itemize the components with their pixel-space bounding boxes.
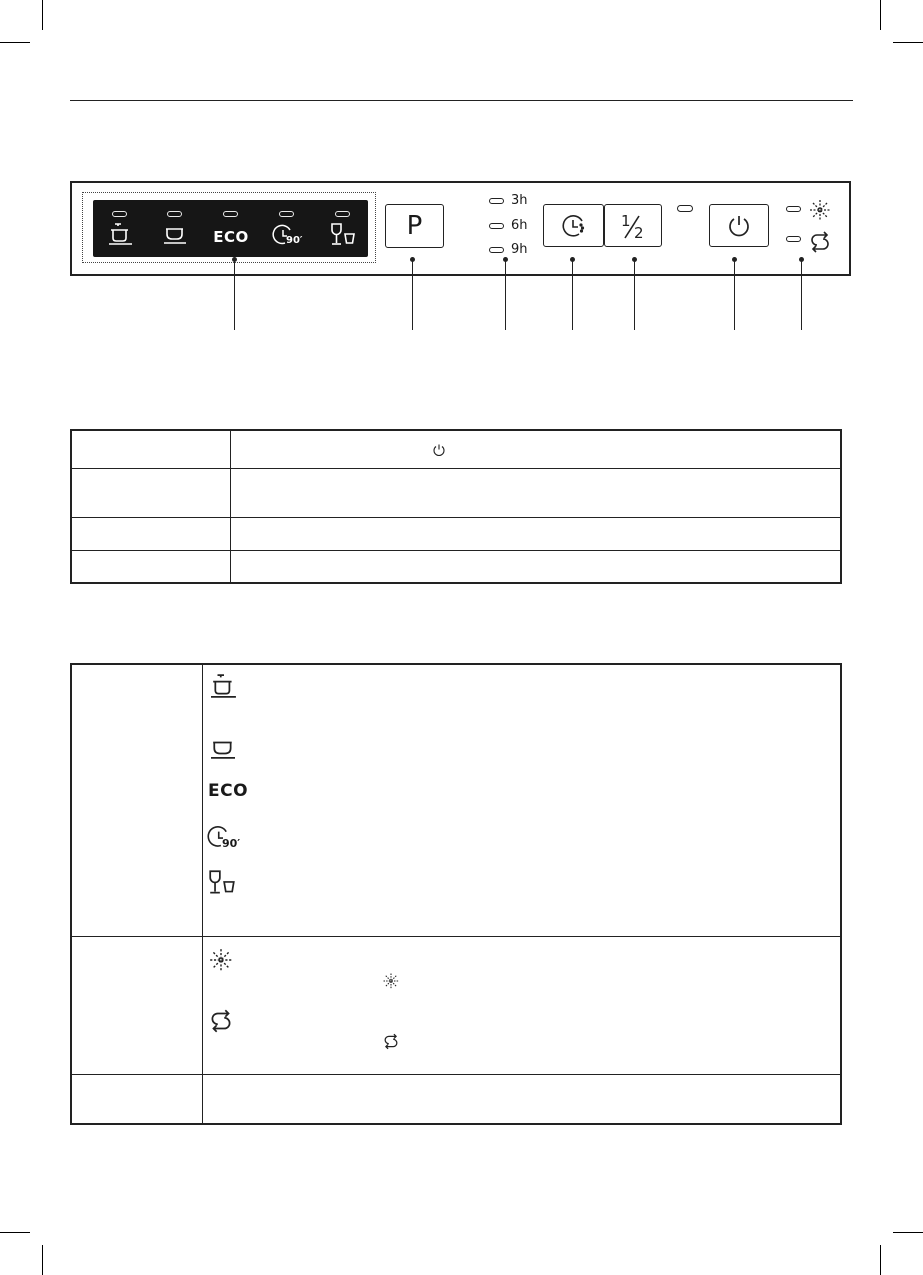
quick-90-label: 90′ bbox=[222, 837, 241, 850]
callout-line-indicators bbox=[801, 259, 802, 330]
delay-6h-led bbox=[489, 223, 504, 229]
half-load-icon bbox=[615, 212, 651, 240]
table-cell bbox=[203, 664, 842, 936]
rinse-aid-icon bbox=[808, 198, 832, 222]
rinse-aid-led bbox=[786, 206, 801, 212]
crop-mark bbox=[893, 42, 923, 43]
crop-mark bbox=[42, 1245, 43, 1275]
table-cell bbox=[203, 1074, 842, 1124]
callout-line-programs bbox=[234, 259, 235, 330]
salt-icon bbox=[208, 1007, 234, 1035]
salt-led bbox=[786, 236, 801, 242]
rinse-aid-icon bbox=[382, 972, 400, 990]
delay-9h-led bbox=[489, 247, 504, 253]
table-cell bbox=[71, 664, 203, 936]
callout-line-power bbox=[734, 259, 735, 330]
program-button[interactable] bbox=[385, 204, 444, 248]
table-cell bbox=[71, 550, 231, 583]
quick-90-label: 90′ bbox=[286, 235, 303, 246]
table-cell bbox=[231, 517, 842, 550]
table-cell bbox=[71, 936, 203, 1074]
table-cell bbox=[71, 468, 231, 517]
eco-icon: ECO bbox=[213, 228, 249, 246]
delay-3h-label: 3h bbox=[511, 193, 528, 208]
program-led bbox=[335, 211, 350, 217]
rinse-aid-icon bbox=[208, 947, 234, 973]
delay-6h-label: 6h bbox=[511, 218, 528, 233]
crop-mark bbox=[0, 1232, 30, 1233]
normal-bowl-icon bbox=[208, 736, 238, 760]
salt-icon bbox=[382, 1032, 400, 1051]
clock-icon bbox=[561, 213, 587, 239]
half-load-led bbox=[677, 205, 693, 212]
table-cell bbox=[71, 430, 231, 468]
table-cell bbox=[203, 936, 842, 1074]
callout-line-half-load bbox=[634, 259, 635, 330]
callout-line-program-button bbox=[412, 259, 413, 330]
eco-icon: ECO bbox=[208, 781, 249, 801]
delay-9h-label: 9h bbox=[511, 242, 528, 257]
program-led bbox=[223, 211, 238, 217]
delay-3h-led bbox=[489, 198, 504, 204]
power-button[interactable] bbox=[709, 204, 769, 247]
glass-icon bbox=[207, 869, 237, 897]
table-cell bbox=[71, 517, 231, 550]
header-rule bbox=[70, 100, 853, 101]
delay-start-button[interactable] bbox=[543, 204, 604, 247]
table-cell bbox=[231, 430, 842, 468]
crop-mark bbox=[880, 0, 881, 30]
callout-line-delay-button bbox=[572, 259, 573, 330]
power-icon bbox=[432, 443, 446, 458]
program-table bbox=[70, 663, 842, 1125]
button-table bbox=[70, 429, 842, 584]
callout-line-delay-leds bbox=[505, 259, 506, 330]
normal-bowl-icon bbox=[162, 223, 188, 245]
crop-mark bbox=[893, 1232, 923, 1233]
table-cell bbox=[231, 550, 842, 583]
svg-text:1: 1 bbox=[621, 211, 631, 230]
program-led bbox=[112, 211, 127, 217]
intensive-pot-icon bbox=[208, 673, 240, 699]
program-button-label: P bbox=[406, 211, 423, 241]
half-load-button[interactable] bbox=[604, 204, 662, 247]
program-led bbox=[279, 211, 294, 217]
table-cell bbox=[231, 468, 842, 517]
crop-mark bbox=[880, 1245, 881, 1275]
intensive-pot-icon bbox=[107, 222, 135, 246]
crop-mark bbox=[0, 42, 30, 43]
program-led bbox=[167, 211, 182, 217]
table-cell bbox=[71, 1074, 203, 1124]
salt-icon bbox=[808, 229, 832, 255]
svg-text:2: 2 bbox=[634, 223, 644, 240]
glass-icon bbox=[329, 222, 357, 248]
power-icon bbox=[726, 213, 752, 239]
crop-mark bbox=[42, 0, 43, 30]
